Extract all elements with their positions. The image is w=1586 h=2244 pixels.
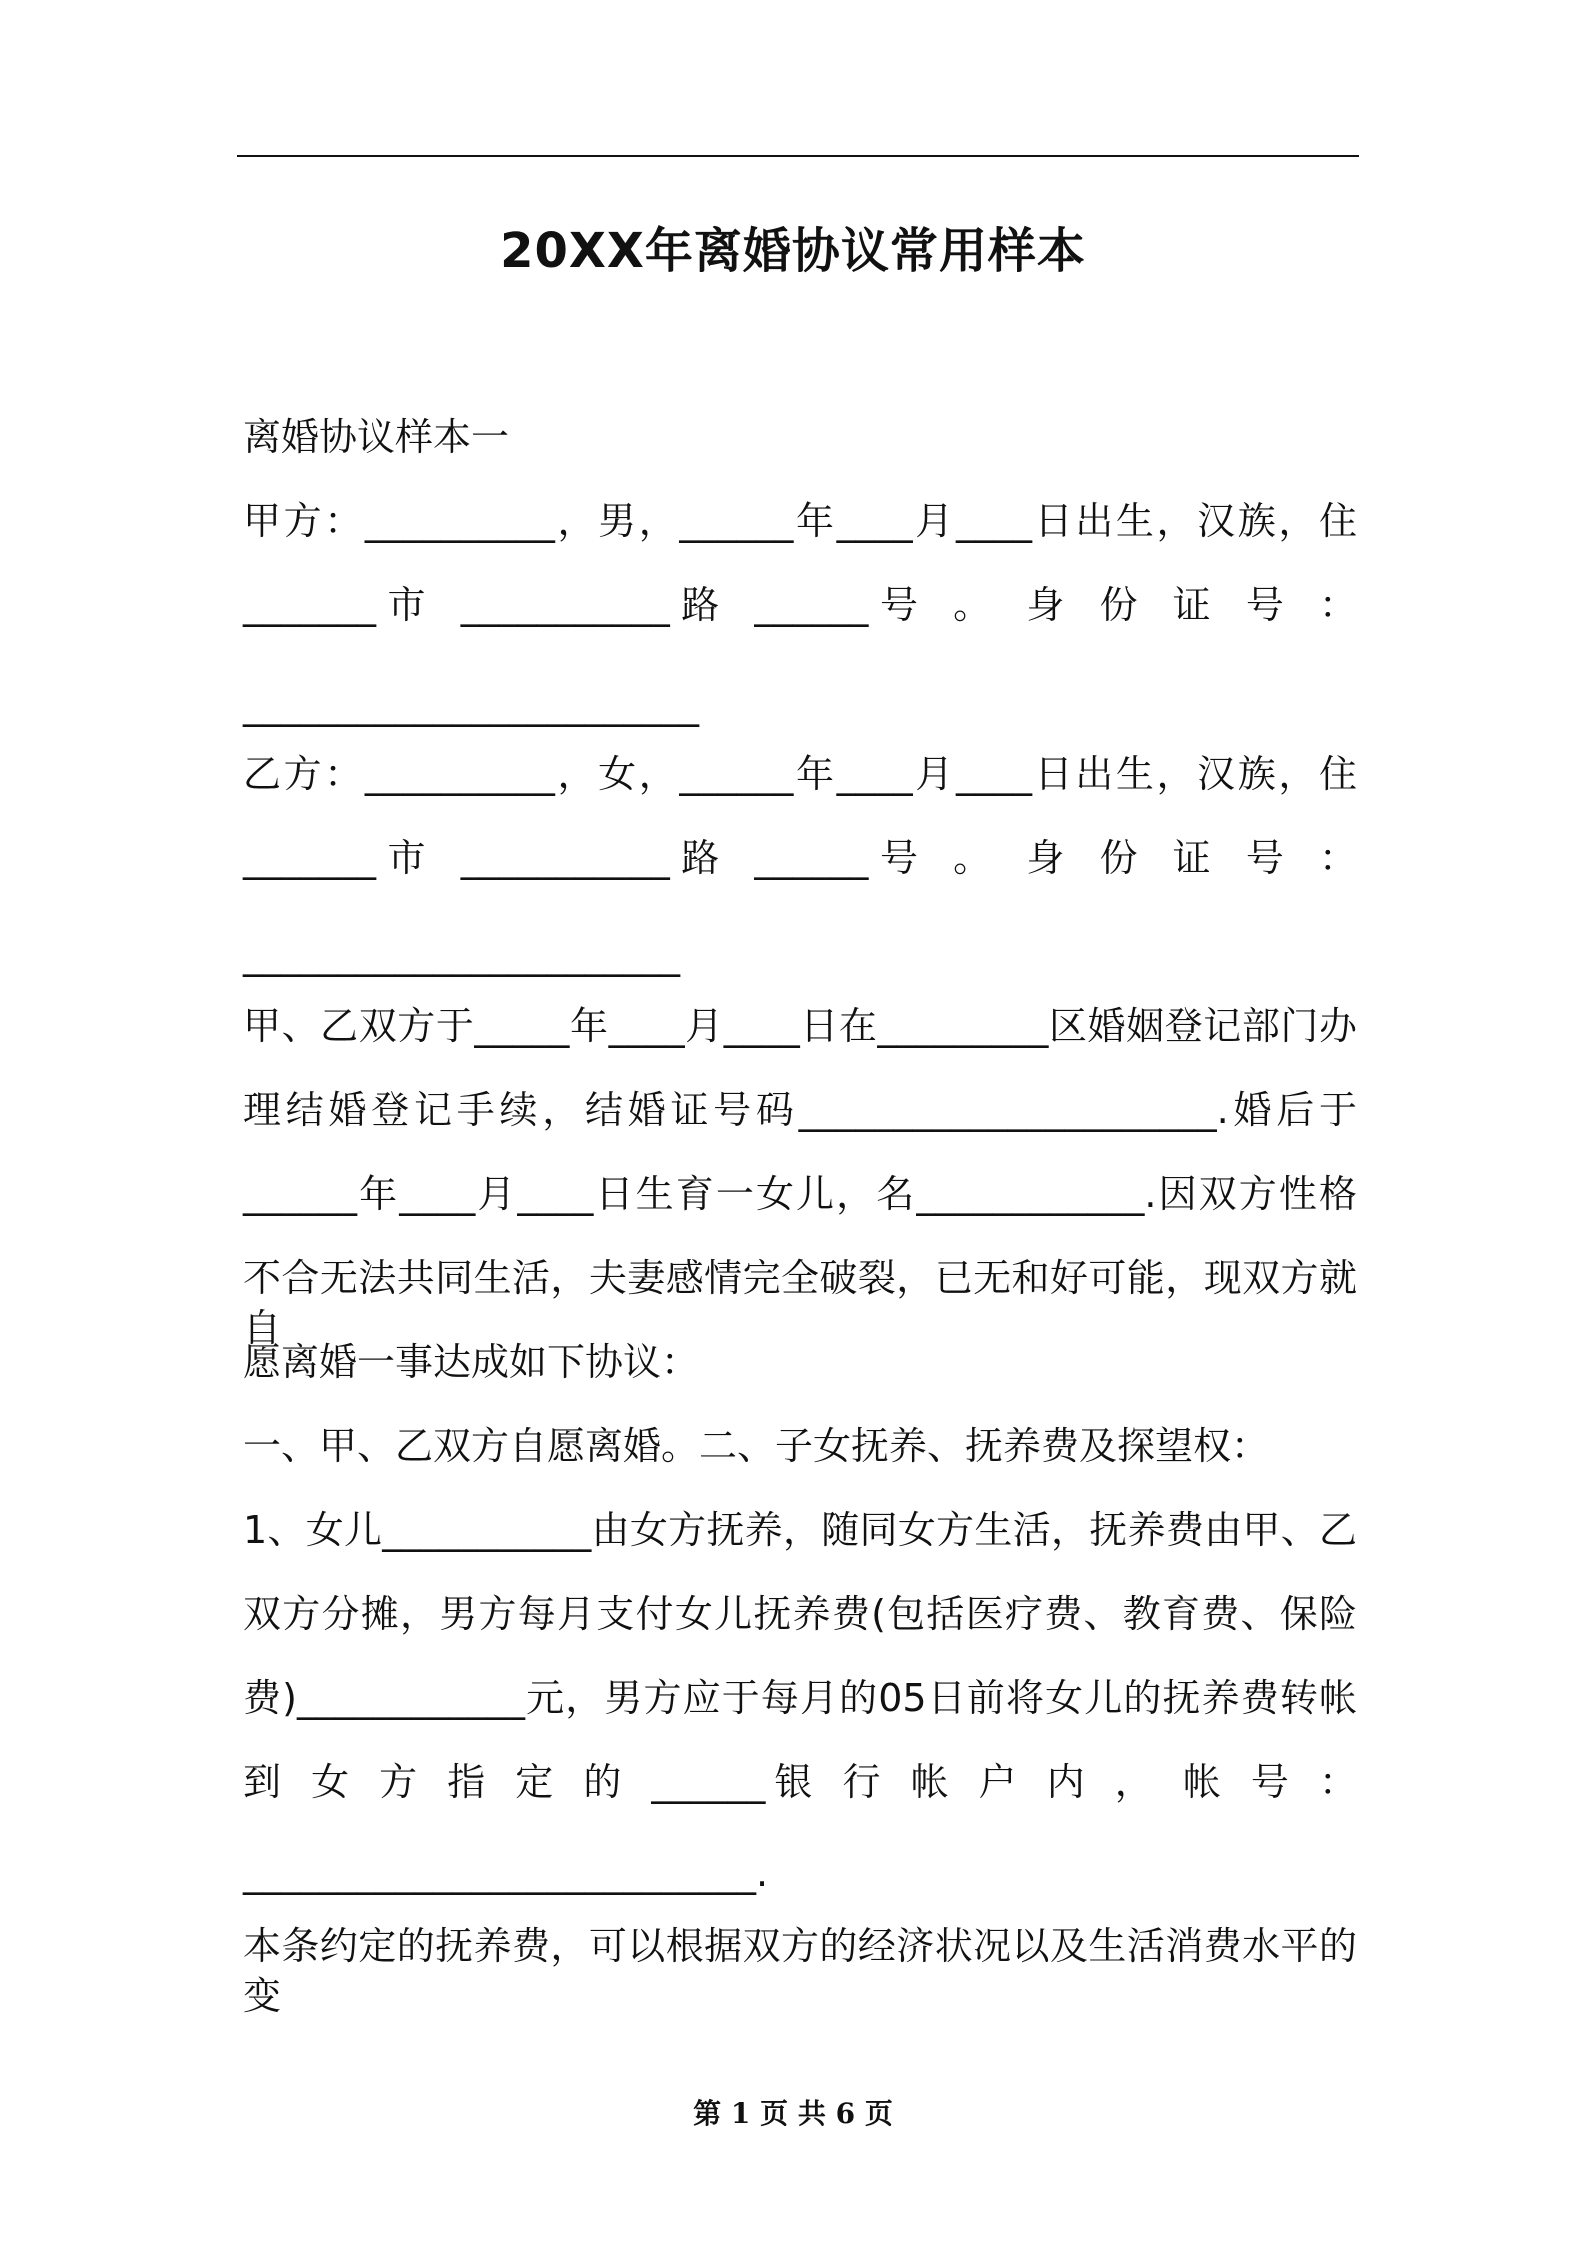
paragraph-line: ______年____月____日生育一女儿，名____________.因双方性格 <box>243 1172 1357 1216</box>
party-a-line: 甲方：__________，男，______年____月____日出生，汉族，住 <box>243 499 1357 543</box>
paragraph-line: 愿离婚一事达成如下协议： <box>243 1340 700 1384</box>
party-b-address-line: _______市 ___________路 ______号 。 身 份 证 号 ： <box>243 836 1357 880</box>
paragraph-line: 不合无法共同生活，夫妻感情完全破裂，已无和好可能，现双方就自 <box>243 1256 1357 1350</box>
account-blank: ___________________________. <box>243 1851 769 1895</box>
party-a-id-blank: ________________________ <box>243 683 699 727</box>
party-b-line: 乙方：__________，女，______年____月____日出生，汉族，住 <box>243 752 1357 796</box>
party-b-id-blank: _______________________ <box>243 933 680 977</box>
section-heading: 离婚协议样本一 <box>243 415 510 459</box>
clause-line: 到 女 方 指 定 的 ______银 行 帐 户 内 ， 帐 号 ： <box>243 1760 1357 1804</box>
clause-line: 1、女儿___________由女方抚养，随同女方生活，抚养费由甲、乙 <box>243 1508 1357 1552</box>
header-rule <box>237 155 1359 157</box>
paragraph-line: 理结婚登记手续，结婚证号码______________________.婚后于 <box>243 1088 1357 1132</box>
page-number: 第 1 页 共 6 页 <box>693 2097 893 2130</box>
clause-line: 一、甲、乙双方自愿离婚。二、子女抚养、抚养费及探望权： <box>243 1424 1270 1468</box>
clause-line: 费)____________元，男方应于每月的05日前将女儿的抚养费转帐 <box>243 1676 1357 1720</box>
paragraph-line: 甲、乙双方于_____年____月____日在_________区婚姻登记部门办 <box>243 1004 1357 1048</box>
document-title: 20XX年离婚协议常用样本 <box>500 223 1086 279</box>
clause-line: 双方分摊，男方每月支付女儿抚养费(包括医疗费、教育费、保险 <box>243 1592 1357 1636</box>
party-a-address-line: _______市 ___________路 ______号 。 身 份 证 号 ： <box>243 583 1357 627</box>
clause-line: 本条约定的抚养费，可以根据双方的经济状况以及生活消费水平的变 <box>243 1924 1357 2018</box>
